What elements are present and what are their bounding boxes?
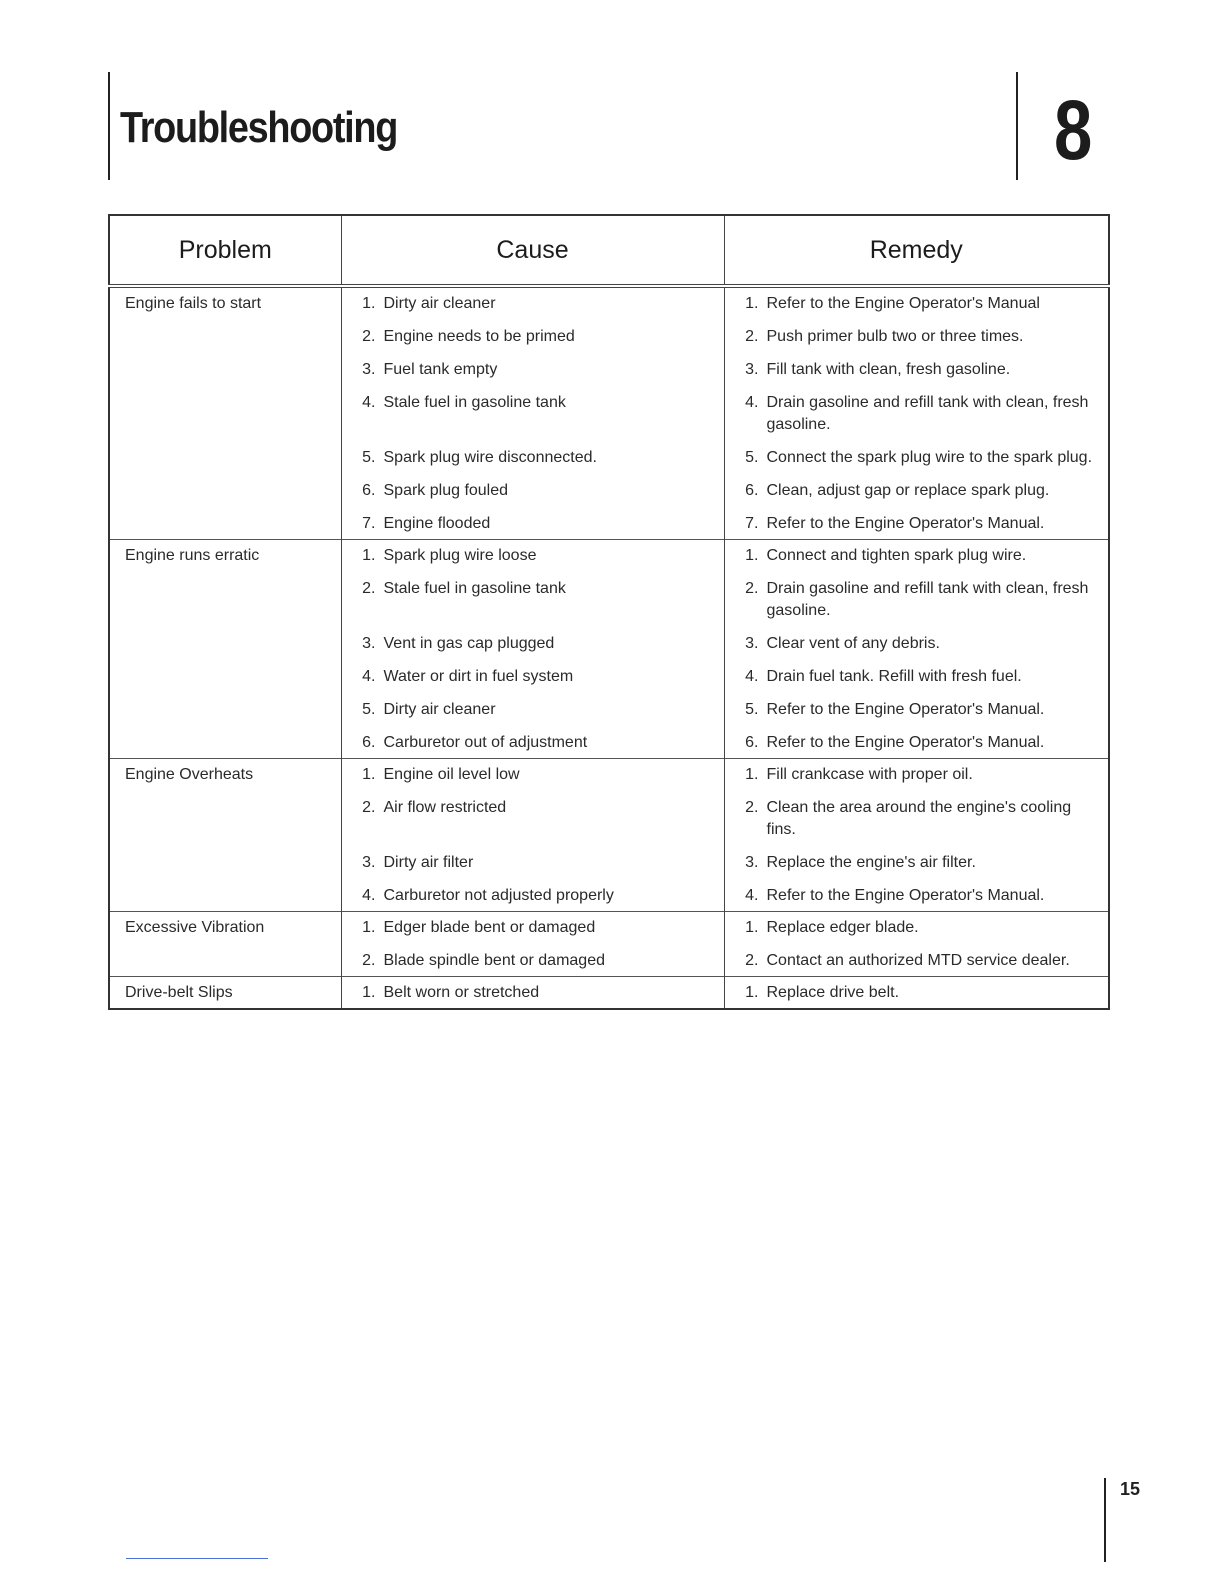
remedy-item bbox=[725, 666, 1101, 688]
cause-text: Edger blade bent or damaged bbox=[383, 919, 596, 936]
cause-text: Dirty air cleaner bbox=[383, 701, 496, 718]
item-number: 5. bbox=[745, 449, 759, 466]
table-row bbox=[109, 540, 1109, 759]
cause-item bbox=[342, 545, 716, 567]
item-number: 5. bbox=[745, 701, 759, 718]
remedy-cell bbox=[724, 977, 1109, 1010]
remedy-text: Clean the area around the engine's cooling fins. bbox=[766, 799, 1072, 838]
cause-text: Carburetor not adjusted properly bbox=[383, 887, 614, 904]
table-body bbox=[109, 286, 1109, 1009]
cause-item bbox=[342, 480, 716, 502]
remedy-text: Replace edger blade. bbox=[766, 919, 919, 936]
remedy-item bbox=[725, 917, 1101, 939]
problem-cell: Excessive Vibration bbox=[109, 912, 341, 977]
remedy-item bbox=[725, 392, 1101, 436]
item-number: 2. bbox=[362, 799, 376, 816]
remedy-item bbox=[725, 633, 1101, 655]
item-number: 2. bbox=[362, 580, 376, 597]
cause-item bbox=[342, 885, 716, 907]
item-number: 1. bbox=[745, 984, 759, 1001]
cause-list bbox=[342, 982, 716, 1004]
remedy-cell bbox=[724, 912, 1109, 977]
cause-item bbox=[342, 578, 716, 622]
cause-item bbox=[342, 392, 716, 436]
cause-cell bbox=[341, 286, 724, 540]
remedy-item bbox=[725, 480, 1101, 502]
item-number: 3. bbox=[362, 361, 376, 378]
remedy-text: Drain gasoline and refill tank with clean, fresh gasoline. bbox=[766, 394, 1089, 433]
remedy-text: Fill tank with clean, fresh gasoline. bbox=[766, 361, 1011, 378]
cause-cell bbox=[341, 977, 724, 1010]
item-number: 1. bbox=[362, 919, 376, 936]
table-row bbox=[109, 977, 1109, 1010]
header-cause: Cause bbox=[341, 215, 724, 286]
item-number: 4. bbox=[362, 394, 376, 411]
cause-list bbox=[342, 545, 716, 754]
cause-text: Dirty air filter bbox=[383, 854, 474, 871]
cause-text: Spark plug fouled bbox=[383, 482, 509, 499]
cause-item bbox=[342, 666, 716, 688]
remedy-item bbox=[725, 359, 1101, 381]
item-number: 4. bbox=[745, 394, 759, 411]
page-number: 15 bbox=[1120, 1479, 1141, 1499]
item-number: 3. bbox=[362, 635, 376, 652]
cause-list bbox=[342, 293, 716, 535]
item-number: 2. bbox=[745, 799, 759, 816]
item-number: 6. bbox=[745, 482, 759, 499]
item-number: 1. bbox=[745, 295, 759, 312]
item-number: 6. bbox=[745, 734, 759, 751]
remedy-item bbox=[725, 950, 1101, 972]
cause-text: Spark plug wire loose bbox=[383, 547, 537, 564]
remedy-cell bbox=[724, 759, 1109, 912]
item-number: 5. bbox=[362, 701, 376, 718]
item-number: 1. bbox=[745, 919, 759, 936]
item-number: 1. bbox=[362, 766, 376, 783]
remedy-list bbox=[725, 764, 1101, 907]
item-number: 1. bbox=[745, 547, 759, 564]
remedy-text: Refer to the Engine Operator's Manual. bbox=[766, 701, 1045, 718]
remedy-list bbox=[725, 982, 1101, 1004]
item-number: 2. bbox=[745, 328, 759, 345]
remedy-text: Refer to the Engine Operator's Manual. bbox=[766, 887, 1045, 904]
troubleshooting-table bbox=[108, 214, 1110, 1010]
table-row bbox=[109, 759, 1109, 912]
cause-text: Water or dirt in fuel system bbox=[383, 668, 574, 685]
remedy-item bbox=[725, 699, 1101, 721]
item-number: 4. bbox=[745, 668, 759, 685]
item-number: 1. bbox=[362, 295, 376, 312]
remedy-item bbox=[725, 797, 1101, 841]
item-number: 2. bbox=[745, 952, 759, 969]
cause-cell bbox=[341, 912, 724, 977]
page-number-divider bbox=[1104, 1478, 1106, 1562]
item-number: 7. bbox=[745, 515, 759, 532]
item-number: 3. bbox=[745, 361, 759, 378]
remedy-cell bbox=[724, 540, 1109, 759]
cause-text: Blade spindle bent or damaged bbox=[383, 952, 605, 969]
cause-text: Engine oil level low bbox=[383, 766, 520, 783]
remedy-item bbox=[725, 513, 1101, 535]
remedy-text: Contact an authorized MTD service dealer. bbox=[766, 952, 1070, 969]
item-number: 3. bbox=[745, 854, 759, 871]
cause-cell bbox=[341, 759, 724, 912]
table-header-row bbox=[109, 215, 1109, 286]
item-number: 4. bbox=[745, 887, 759, 904]
item-number: 1. bbox=[745, 766, 759, 783]
cause-text: Air flow restricted bbox=[383, 799, 507, 816]
remedy-text: Fill crankcase with proper oil. bbox=[766, 766, 973, 783]
title-divider-left bbox=[108, 72, 110, 180]
cause-text: Stale fuel in gasoline tank bbox=[383, 580, 566, 597]
chapter-divider bbox=[1016, 72, 1018, 180]
cause-item bbox=[342, 732, 716, 754]
cause-item bbox=[342, 852, 716, 874]
cause-list bbox=[342, 917, 716, 972]
remedy-list bbox=[725, 545, 1101, 754]
remedy-text: Replace drive belt. bbox=[766, 984, 900, 1001]
page-title: Troubleshooting bbox=[120, 103, 398, 152]
remedy-text: Refer to the Engine Operator's Manual. bbox=[766, 515, 1045, 532]
remedy-list bbox=[725, 917, 1101, 972]
remedy-item bbox=[725, 578, 1101, 622]
cause-text: Dirty air cleaner bbox=[383, 295, 496, 312]
remedy-text: Connect the spark plug wire to the spark plug. bbox=[766, 449, 1093, 466]
cause-item bbox=[342, 293, 716, 315]
remedy-item bbox=[725, 545, 1101, 567]
footer-rule bbox=[126, 1558, 268, 1559]
remedy-item bbox=[725, 982, 1101, 1004]
remedy-item bbox=[725, 326, 1101, 348]
cause-text: Fuel tank empty bbox=[383, 361, 498, 378]
remedy-text: Clear vent of any debris. bbox=[766, 635, 940, 652]
item-number: 1. bbox=[362, 547, 376, 564]
item-number: 7. bbox=[362, 515, 376, 532]
remedy-item bbox=[725, 764, 1101, 786]
cause-item bbox=[342, 764, 716, 786]
problem-cell: Drive-belt Slips bbox=[109, 977, 341, 1010]
cause-item bbox=[342, 797, 716, 841]
cause-list bbox=[342, 764, 716, 907]
table-row bbox=[109, 286, 1109, 540]
problem-cell: Engine fails to start bbox=[109, 286, 341, 540]
header-remedy: Remedy bbox=[724, 215, 1109, 286]
remedy-list bbox=[725, 293, 1101, 535]
item-number: 2. bbox=[362, 328, 376, 345]
cause-item bbox=[342, 633, 716, 655]
remedy-item bbox=[725, 885, 1101, 907]
remedy-text: Clean, adjust gap or replace spark plug. bbox=[766, 482, 1050, 499]
cause-text: Vent in gas cap plugged bbox=[383, 635, 555, 652]
remedy-text: Refer to the Engine Operator's Manual. bbox=[766, 734, 1045, 751]
item-number: 2. bbox=[362, 952, 376, 969]
cause-item bbox=[342, 917, 716, 939]
item-number: 1. bbox=[362, 984, 376, 1001]
remedy-item bbox=[725, 852, 1101, 874]
problem-cell: Engine Overheats bbox=[109, 759, 341, 912]
remedy-item bbox=[725, 293, 1101, 315]
cause-text: Spark plug wire disconnected. bbox=[383, 449, 597, 466]
item-number: 3. bbox=[362, 854, 376, 871]
cause-item bbox=[342, 326, 716, 348]
cause-item bbox=[342, 447, 716, 469]
item-number: 6. bbox=[362, 482, 376, 499]
cause-item bbox=[342, 359, 716, 381]
remedy-cell bbox=[724, 286, 1109, 540]
cause-item bbox=[342, 699, 716, 721]
remedy-text: Drain fuel tank. Refill with fresh fuel. bbox=[766, 668, 1022, 685]
cause-item bbox=[342, 982, 716, 1004]
remedy-text: Replace the engine's air filter. bbox=[766, 854, 976, 871]
cause-item bbox=[342, 950, 716, 972]
item-number: 2. bbox=[745, 580, 759, 597]
cause-cell bbox=[341, 540, 724, 759]
item-number: 3. bbox=[745, 635, 759, 652]
chapter-number: 8 bbox=[1054, 83, 1093, 177]
table-row bbox=[109, 912, 1109, 977]
item-number: 5. bbox=[362, 449, 376, 466]
problem-cell: Engine runs erratic bbox=[109, 540, 341, 759]
cause-text: Engine needs to be primed bbox=[383, 328, 575, 345]
remedy-text: Connect and tighten spark plug wire. bbox=[766, 547, 1027, 564]
remedy-item bbox=[725, 447, 1101, 469]
header-problem: Problem bbox=[109, 215, 341, 286]
remedy-text: Drain gasoline and refill tank with clean, fresh gasoline. bbox=[766, 580, 1089, 619]
item-number: 6. bbox=[362, 734, 376, 751]
cause-text: Stale fuel in gasoline tank bbox=[383, 394, 566, 411]
remedy-text: Push primer bulb two or three times. bbox=[766, 328, 1024, 345]
cause-text: Belt worn or stretched bbox=[383, 984, 540, 1001]
cause-text: Carburetor out of adjustment bbox=[383, 734, 588, 751]
remedy-text: Refer to the Engine Operator's Manual bbox=[766, 295, 1040, 312]
cause-text: Engine flooded bbox=[383, 515, 491, 532]
remedy-item bbox=[725, 732, 1101, 754]
item-number: 4. bbox=[362, 668, 376, 685]
item-number: 4. bbox=[362, 887, 376, 904]
cause-item bbox=[342, 513, 716, 535]
